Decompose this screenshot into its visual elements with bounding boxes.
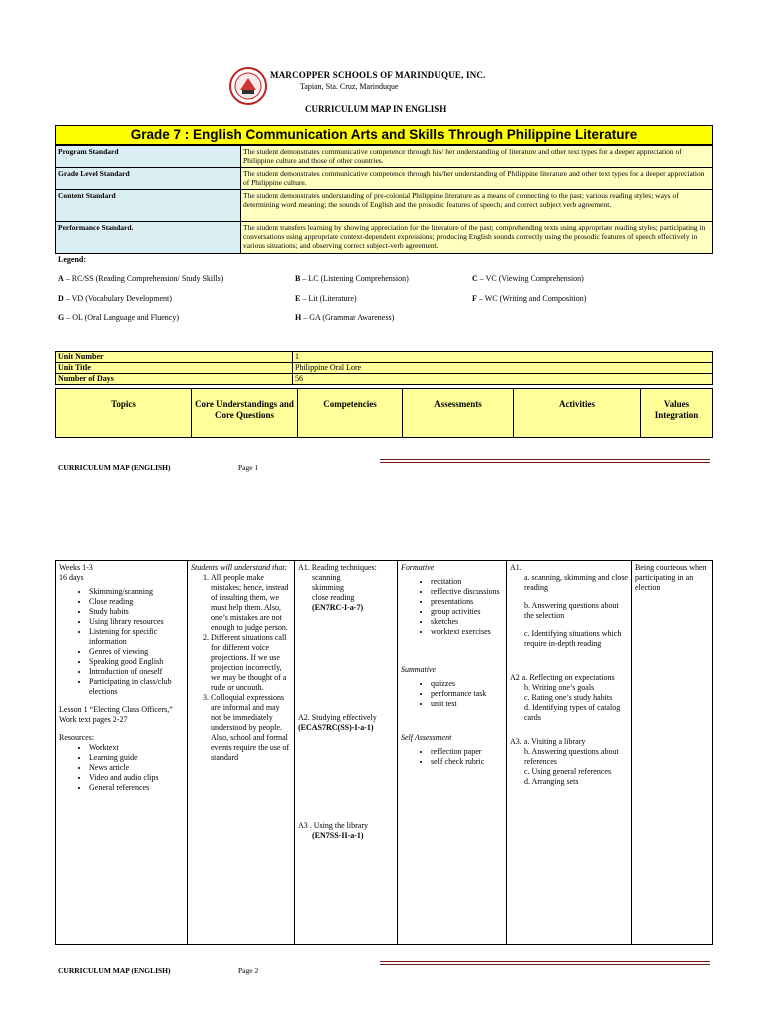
legend-item: H – GA (Grammar Awareness) — [295, 313, 395, 322]
list-item: • Close reading — [89, 597, 184, 607]
list-item: • News article — [89, 763, 184, 773]
standard-label: Content Standard — [56, 190, 241, 222]
list-item: 2. Different situations call for different voice projections. If we use projection incorrectly, we may be thought of a rude or uncouth. — [211, 633, 291, 693]
topics-cell — [56, 561, 188, 945]
table-row — [56, 363, 713, 374]
activity-item: c. Rating one’s study habits — [524, 693, 613, 702]
list-item: • Genres of viewing — [89, 647, 184, 657]
competency-title: A2. Studying effectively — [298, 713, 377, 722]
standard-label: Program Standard — [56, 146, 241, 168]
days: 16 days — [59, 573, 84, 582]
competencies-cell — [295, 561, 398, 945]
activity-item: d. Arranging sets — [524, 777, 579, 786]
summative-list — [401, 679, 503, 709]
list-item: • Video and audio clips — [89, 773, 184, 783]
footer-label: CURRICULUM MAP (ENGLISH) — [58, 463, 171, 472]
list-item: • quizzes — [431, 679, 503, 689]
list-item: • Speaking good English — [89, 657, 184, 667]
list-item: • Introduction of oneself — [89, 667, 184, 677]
list-item: • Learning guide — [89, 753, 184, 763]
column-header: Competencies — [298, 389, 403, 438]
list-item: • group activities — [431, 607, 503, 617]
list-item: • sketches — [431, 617, 503, 627]
self-assessment-label: Self Assessment — [401, 733, 452, 742]
legend-item: G – OL (Oral Language and Fluency) — [58, 313, 180, 322]
activity-item: b. Answering questions about references — [524, 747, 619, 766]
activity-item: d. Identifying types of catalog cards — [524, 703, 621, 722]
core-list — [191, 573, 291, 763]
list-item: • General references — [89, 783, 184, 793]
footer-rule — [380, 961, 710, 962]
unit-number: 1 — [293, 352, 713, 363]
column-header: Assessments — [403, 389, 514, 438]
unit-number-label: Unit Number — [56, 352, 293, 363]
topic-list — [59, 587, 184, 697]
unit-days: 56 — [293, 374, 713, 385]
page-number: Page 2 — [238, 966, 259, 975]
footer-label: CURRICULUM MAP (ENGLISH) — [58, 966, 171, 975]
unit-days-label: Number of Days — [56, 374, 293, 385]
competency-code: (EN7SS-II-a-1) — [312, 831, 364, 840]
lesson: Lesson 1 “Electing Class Officers,” Work text pages 2-27 — [59, 705, 173, 724]
activity-label: A1. — [510, 563, 522, 572]
curriculum-table — [55, 560, 713, 945]
standards-table — [55, 145, 713, 254]
list-item: • reflection paper — [431, 747, 503, 757]
footer-rule — [380, 964, 710, 965]
column-header: Topics — [56, 389, 192, 438]
standard-row — [56, 146, 713, 168]
list-item: • Listening for specific information — [89, 627, 184, 647]
competency-item: skimming — [312, 583, 345, 592]
column-header: Core Understandings and Core Questions — [192, 389, 298, 438]
standard-text: The student demonstrates communicative competence through his/ her understanding of literature and other text types for a deeper appreciation of Philippine culture and those of other countries. — [241, 146, 713, 168]
formative-label: Formative — [401, 563, 435, 572]
legend-item: E – Lit (Literature) — [295, 294, 357, 303]
list-item: • Skimming/scanning — [89, 587, 184, 597]
core-cell — [188, 561, 295, 945]
school-name: MARCOPPER SCHOOLS OF MARINDUQUE, INC. — [270, 70, 486, 80]
standard-text: The student transfers learning by showing appreciation for the literature of the past; comprehending texts using appropriate reading styles; participating in conversations using appropriate context-dependent expressions; producing English sounds correctly using the prosodic features of speech effectively in various situations; and observing correct subject-verb agreement. — [241, 222, 713, 254]
page-number: Page 1 — [238, 463, 259, 472]
competency-item: close reading — [312, 593, 355, 602]
list-item: • self check rubric — [431, 757, 503, 767]
activity-item: b. Writing one’s goals — [524, 683, 595, 692]
table-row — [56, 374, 713, 385]
assessments-cell — [398, 561, 507, 945]
activity-label: A2 a. Reflecting on expectations — [510, 673, 615, 682]
activity-item: a. scanning, skimming and close reading — [524, 573, 628, 592]
activity-item: c. Using general references — [524, 767, 612, 776]
standard-row — [56, 168, 713, 190]
list-item: • Participating in class/club elections — [89, 677, 184, 697]
standard-row — [56, 222, 713, 254]
list-item: • performance task — [431, 689, 503, 699]
activity-label: A3. a. Visiting a library — [510, 737, 586, 746]
standard-label: Grade Level Standard — [56, 168, 241, 190]
list-item: • recitation — [431, 577, 503, 587]
column-header: Values Integration — [641, 389, 713, 438]
legend-item: B – LC (Listening Comprehension) — [295, 274, 409, 283]
column-header: Activities — [514, 389, 641, 438]
unit-title: Philippine Oral Lore — [293, 363, 713, 374]
map-title: CURRICULUM MAP IN ENGLISH — [305, 104, 447, 114]
competency-code: (EN7RC-I-a-7) — [312, 603, 364, 612]
core-intro: Students will understand that: — [191, 563, 288, 572]
summative-label: Summative — [401, 665, 437, 674]
list-item: • unit test — [431, 699, 503, 709]
school-address: Tapian, Sta. Cruz, Marinduque — [300, 82, 399, 91]
formative-list — [401, 577, 503, 637]
standard-text: The student demonstrates understanding of pre-colonial Philippine literature as a means of connecting to the past; various reading styles; ways of determining word meaning; the sounds of English and the prosodic features of speech; and correct subject verb agreement. — [241, 190, 713, 222]
weeks: Weeks 1-3 — [59, 563, 93, 572]
list-item: • presentations — [431, 597, 503, 607]
footer-rule — [380, 459, 710, 460]
footer-rule — [380, 462, 710, 463]
standard-label: Performance Standard. — [56, 222, 241, 254]
competency-title: A1. Reading techniques: — [298, 563, 377, 572]
self-assessment-list — [401, 747, 503, 767]
legend-item: A – RC/SS (Reading Comprehension/ Study Skills) — [58, 274, 224, 283]
standard-row — [56, 190, 713, 222]
list-item: • reflective discussions — [431, 587, 503, 597]
table-row — [56, 561, 713, 945]
school-seal-icon — [228, 66, 268, 106]
unit-title-label: Unit Title — [56, 363, 293, 374]
legend-item: C – VC (Viewing Comprehension) — [472, 274, 584, 283]
competency-title: A3 . Using the library — [298, 821, 368, 830]
list-item: • Worktext — [89, 743, 184, 753]
table-row — [56, 352, 713, 363]
list-item: • Study habits — [89, 607, 184, 617]
values-cell: Being courteous when participating in an election — [632, 561, 713, 945]
unit-table — [55, 351, 713, 385]
legend-item: D – VD (Vocabulary Development) — [58, 294, 172, 303]
table-row — [56, 389, 713, 438]
resource-list — [59, 743, 184, 793]
standard-text: The student demonstrates communicative competence through his/her understanding of Philippine literature and other text types for a deeper appreciation of Philippine culture. — [241, 168, 713, 190]
list-item: 1. All people make mistakes; hence, instead of insulting them, we must help them. Also, one’s mistakes are not enough to judge person. — [211, 573, 291, 633]
list-item: 3. Colloquial expressions are informal and may not be immediately understood by people. Also, school and formal events require the use of standard — [211, 693, 291, 763]
activity-item: c. Identifying situations which require in-depth reading — [524, 629, 622, 648]
list-item: • worktext exercises — [431, 627, 503, 637]
column-header-table — [55, 388, 713, 438]
activities-cell — [507, 561, 632, 945]
competency-code: (ECAS7RC(SS)-I-a-1) — [298, 723, 374, 732]
legend-title: Legend: — [58, 255, 86, 264]
grade-title: Grade 7 : English Communication Arts and Skills Through Philippine Literature — [55, 125, 713, 145]
competency-item: scanning — [312, 573, 341, 582]
resources-label: Resources: — [59, 733, 95, 742]
legend-item: F – WC (Writing and Composition) — [472, 294, 587, 303]
list-item: • Using library resources — [89, 617, 184, 627]
activity-item: b. Answering questions about the selection — [524, 601, 619, 620]
